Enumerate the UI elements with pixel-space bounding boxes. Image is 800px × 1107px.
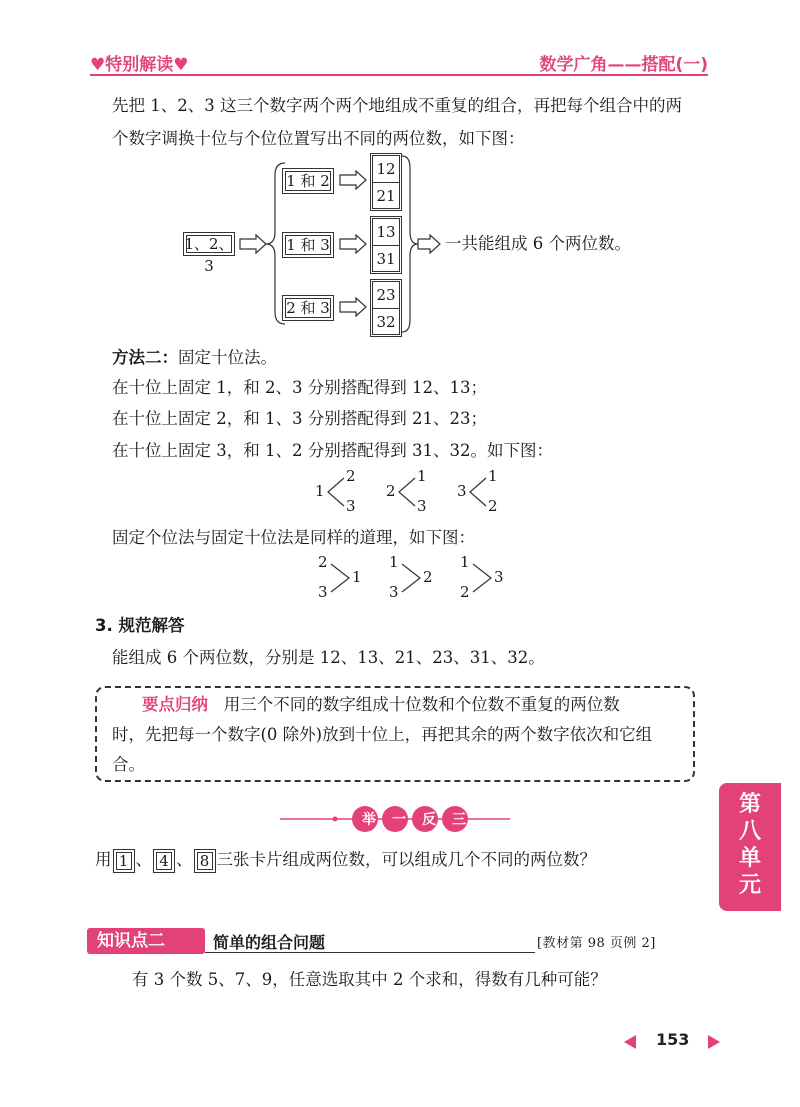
side-tab-char: 单	[738, 846, 761, 871]
tree-top: 1	[389, 553, 399, 571]
number-cell: 13	[373, 219, 399, 246]
header-left-title: ♥特别解读♥	[90, 55, 189, 75]
tree-bottom: 2	[488, 497, 498, 515]
side-tab-char: 第	[738, 792, 761, 817]
tree-top: 2	[318, 553, 328, 571]
left-triangle-icon	[624, 1035, 636, 1049]
textbook-reference: [教材第 98 页例 2]	[537, 936, 656, 951]
tree-bottom: 3	[389, 583, 399, 601]
card: 4	[153, 849, 175, 873]
number-cell: 31	[376, 250, 396, 268]
group-label: 1 和 3	[286, 236, 330, 254]
exercise-text	[95, 846, 596, 874]
separator: 、	[135, 850, 152, 869]
intro-line-2: 个数字调换十位与个位位置写出不同的两位数，如下图：	[112, 129, 525, 148]
section3-heading: 3. 规范解答	[95, 616, 185, 635]
tree-top: 1	[417, 467, 427, 485]
knowledge-point-tag: 知识点二	[87, 928, 205, 954]
diagram-conclusion: 一共能组成 6 个两位数。	[445, 234, 631, 253]
number-cell: 23	[373, 282, 399, 309]
method2-line-1: 在十位上固定 1，和 2、3 分别搭配得到 12、13；	[112, 378, 487, 397]
method2-label: 方法二：	[112, 348, 178, 367]
number-cell: 32	[376, 313, 396, 331]
method2-title: 固定十位法。	[178, 348, 277, 367]
tree-root: 2	[423, 568, 433, 586]
banner-char: 反	[422, 812, 436, 828]
summary-line-1: 用三个不同的数字组成十位数和个位数不重复的两位数	[223, 695, 620, 714]
tree-top: 1	[488, 467, 498, 485]
exercise-suffix: 三张卡片组成两位数，可以组成几个不同的两位数？	[216, 850, 596, 869]
source-label: 1、2、3	[184, 235, 234, 275]
same-principle-text: 固定个位法与固定十位法是同样的道理，如下图：	[112, 528, 475, 547]
right-triangle-icon	[708, 1035, 720, 1049]
banner-char: 一	[392, 812, 406, 828]
tree-bottom: 2	[460, 583, 470, 601]
tree-top: 1	[460, 553, 470, 571]
unit-side-tab	[719, 783, 781, 911]
summary-line-2: 时，先把每一个数字(0 除外)放到十位上，再把其余的两个数字依次和它组	[112, 725, 653, 744]
group-label: 2 和 3	[286, 299, 330, 317]
banner-char: 举	[362, 812, 376, 828]
group-label: 1 和 2	[286, 172, 330, 190]
tree-root: 1	[315, 482, 325, 500]
side-tab-char: 元	[738, 873, 761, 898]
separator: 、	[176, 850, 193, 869]
problem-text: 有 3 个数 5、7、9，任意选取其中 2 个求和，得数有几种可能？	[132, 970, 607, 989]
summary-line-3: 合。	[112, 755, 145, 774]
tree-bottom: 3	[318, 583, 328, 601]
summary-label: 要点归纳	[142, 695, 208, 714]
exercise-prefix: 用	[95, 850, 112, 869]
method2-line-2: 在十位上固定 2，和 1、3 分别搭配得到 21、23；	[112, 409, 487, 428]
header-right-title: 数学广角——搭配(一)	[539, 55, 708, 75]
knowledge-point-title: 简单的组合问题	[213, 933, 326, 952]
tree-root: 3	[457, 482, 467, 500]
card: 1	[113, 849, 135, 873]
section3-answer: 能组成 6 个两位数，分别是 12、13、21、23、31、32。	[112, 648, 545, 667]
number-cell: 21	[376, 187, 396, 205]
tree-root: 1	[352, 568, 362, 586]
card: 8	[194, 849, 216, 873]
tree-root: 2	[386, 482, 396, 500]
tree-bottom: 3	[417, 497, 427, 515]
banner-char: 三	[452, 812, 466, 828]
side-tab-char: 八	[738, 819, 761, 844]
method2-line-3: 在十位上固定 3，和 1、2 分别搭配得到 31、32。如下图：	[112, 441, 553, 460]
tree-bottom: 3	[346, 497, 356, 515]
page-number: 153	[656, 1030, 690, 1049]
summary-text	[112, 690, 692, 780]
tree-root: 3	[494, 568, 504, 586]
tree-top: 2	[346, 467, 356, 485]
intro-line-1: 先把 1、2、3 这三个数字两个两个地组成不重复的组合，再把每个组合中的两	[112, 96, 682, 115]
number-cell: 12	[373, 156, 399, 183]
